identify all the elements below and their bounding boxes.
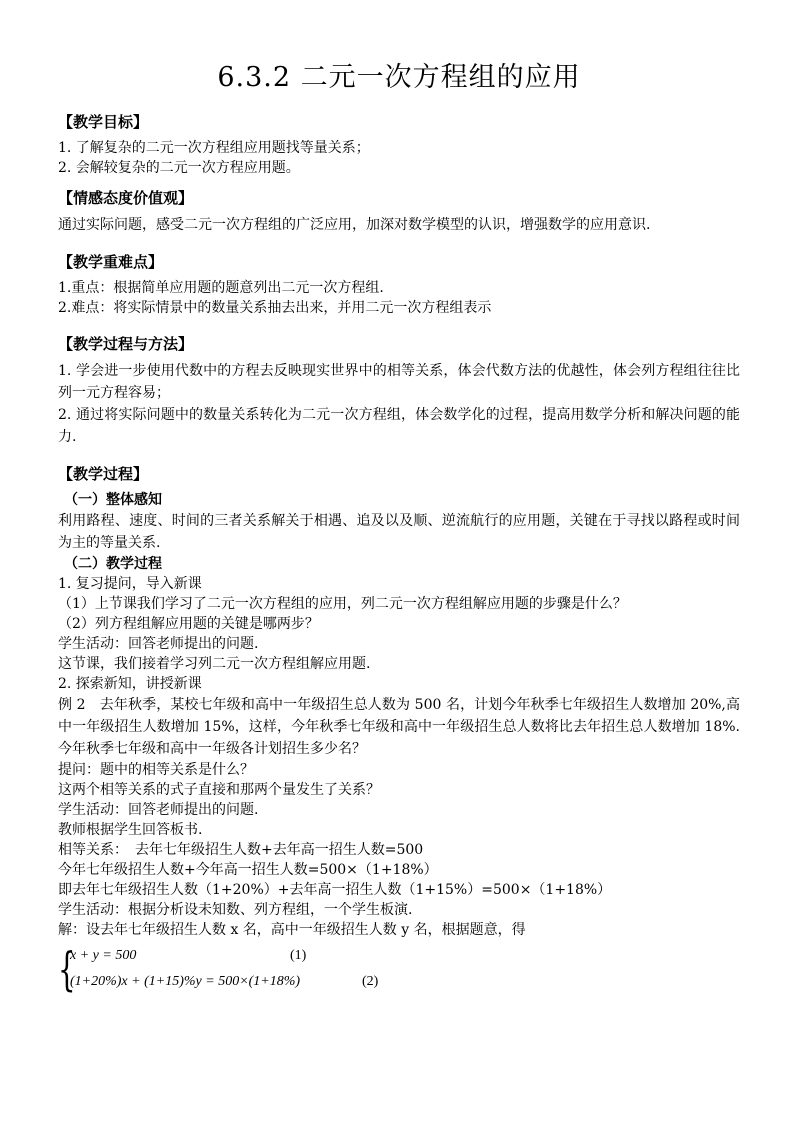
equation-1: x + y = 500 [70, 948, 137, 963]
equation-system [58, 942, 740, 1002]
process-line: 教师根据学生回答板书. [58, 822, 203, 838]
goal-item: 2. 会解较复杂的二元一次方程应用题。 [58, 160, 300, 176]
section-heading-process-method: 【教学过程与方法】 [58, 335, 194, 353]
process-line: （2）列方程组解应用题的关键是哪两步？ [58, 616, 319, 632]
equation-2-tag: (2) [362, 974, 379, 989]
page-title: 6.3.2 二元一次方程组的应用 [217, 62, 581, 93]
process-line: 学生活动：回答老师提出的问题. [58, 636, 259, 652]
process-line: （1）上节课我们学习了二元一次方程组的应用，列二元一次方程组解应用题的步骤是什么？ [58, 596, 627, 612]
section-heading-emotion: 【情感态度价值观】 [58, 189, 194, 207]
part1-heading: （一）整体感知 [64, 492, 162, 508]
process-line: 解：设去年七年级招生人数 x 名，高中一年级招生人数 y 名，根据题意，得 [58, 922, 526, 938]
keypoint-item: 1.重点：根据简单应用题的题意列出二元一次方程组. [58, 280, 384, 296]
emotion-paragraph: 通过实际问题，感受二元一次方程组的广泛应用，加深对数学模型的认识，增强数学的应用意识. [58, 217, 651, 233]
process-method-item: 1. 学会进一步使用代数中的方程去反映现实世界中的相等关系，体会代数方法的优越性，体会列方程组往往比列一元方程容易； [58, 363, 740, 401]
process-line: 2. 探索新知，讲授新课 [58, 676, 202, 692]
part1-paragraph: 利用路程、速度、时间的三者关系解关于相遇、追及以及顺、逆流航行的应用题，关键在于寻找以路程或时间为主的等量关系. [58, 513, 740, 551]
process-line: 这节课，我们接着学习列二元一次方程组解应用题. [58, 656, 371, 672]
section-heading-process: 【教学过程】 [58, 465, 149, 483]
process-method-item: 2. 通过将实际问题中的数量关系转化为二元一次方程组，体会数学化的过程，提高用数学分析和解决问题的能力. [58, 407, 740, 445]
goal-item: 1. 了解复杂的二元一次方程组应用题找等量关系； [58, 140, 370, 156]
equation-1-tag: (1) [290, 948, 307, 963]
section-heading-goals: 【教学目标】 [58, 113, 149, 131]
process-line: 今年七年级招生人数+今年高一招生人数=500×（1+18%） [58, 862, 438, 878]
process-line: 1. 复习提问，导入新课 [58, 576, 202, 592]
example-paragraph: 例 2 去年秋季，某校七年级和高中一年级招生总人数为 500 名，计划今年秋季七年级招生人数增加 20%,高中一年级招生人数增加 15%，这样，今年秋季七年级和高中一年级招生总人数将比去年招生总人数增加 18%. 今年秋季七年级和高中一年级各计划招生多少名？ [58, 697, 740, 757]
process-line: 学生活动：根据分析设未知数、列方程组，一个学生板演. [58, 902, 413, 918]
process-line: 提问：题中的相等关系是什么？ [58, 762, 254, 778]
process-line: 相等关系： 去年七年级招生人数+去年高一招生人数=500 [58, 842, 424, 858]
left-brace-icon: { [58, 942, 76, 996]
process-line: 即去年七年级招生人数（1+20%）+去年高一招生人数（1+15%）=500×（1+18%） [58, 882, 612, 898]
process-line: 这两个相等关系的式子直接和那两个量发生了关系？ [58, 782, 380, 798]
part2-heading: （二）教学过程 [64, 556, 162, 572]
equation-2: (1+20%)x + (1+15)%y = 500×(1+18%) [70, 974, 301, 989]
keypoint-item: 2.难点：将实际情景中的数量关系抽去出来，并用二元一次方程组表示 [58, 300, 492, 316]
process-line: 学生活动：回答老师提出的问题. [58, 802, 259, 818]
document-page [58, 60, 740, 1002]
section-heading-keypoints: 【教学重难点】 [58, 253, 164, 271]
